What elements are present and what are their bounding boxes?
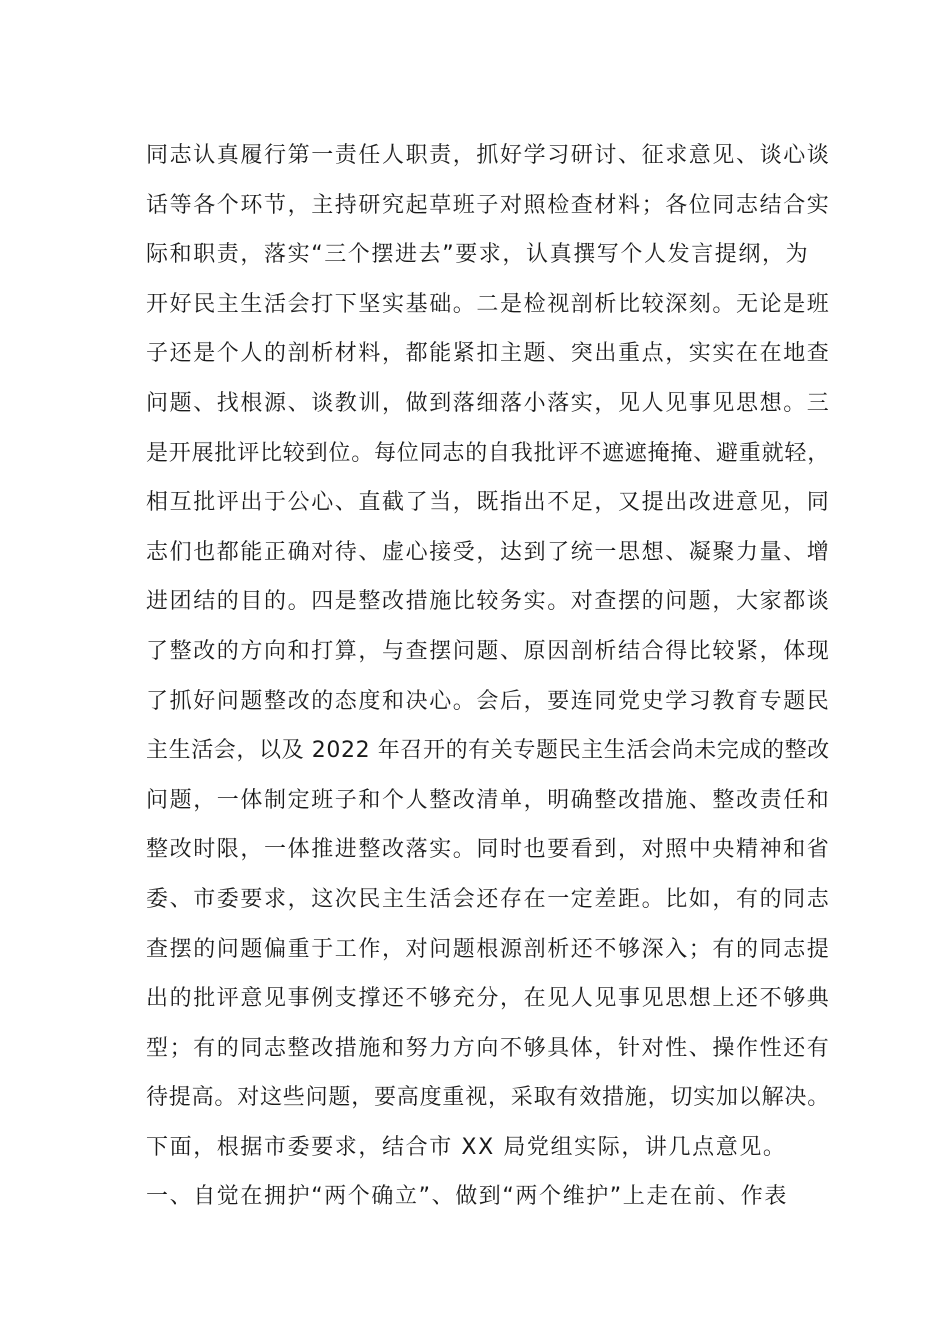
text-line-12: 了抓好问题整改的态度和决心。会后，要连同党史学习教育专题民 (146, 688, 831, 714)
text-line-9: 志们也都能正确对待、虚心接受，达到了统一思想、凝聚力量、增 (146, 539, 831, 565)
text-line-7: 是开展批评比较到位。每位同志的自我批评不遮遮掩掩、避重就轻， (146, 440, 831, 466)
text-line-5: 子还是个人的剖析材料，都能紧扣主题、突出重点，实实在在地查 (146, 341, 831, 367)
text-line-15: 整改时限，一体推进整改落实。同时也要看到，对照中央精神和省 (146, 837, 831, 863)
text-line-16: 委、市委要求，这次民主生活会还存在一定差距。比如，有的同志 (146, 886, 831, 912)
text-line-8: 相互批评出于公心、直截了当，既指出不足，又提出改进意见，同 (146, 490, 831, 516)
text-line-14: 问题，一体制定班子和个人整改清单，明确整改措施、整改责任和 (146, 787, 831, 813)
text-line-4: 开好民主生活会打下坚实基础。二是检视剖析比较深刻。无论是班 (146, 291, 831, 317)
text-line-17: 查摆的问题偏重于工作，对问题根源剖析还不够深入；有的同志提 (146, 936, 831, 962)
text-line-11: 了整改的方向和打算，与查摆问题、原因剖析结合得比较紧，体现 (146, 638, 831, 664)
text-line-1: 同志认真履行第一责任人职责，抓好学习研讨、征求意见、谈心谈 (146, 143, 831, 168)
text-line-19: 型；有的同志整改措施和努力方向不够具体，针对性、操作性还有 (146, 1035, 831, 1061)
text-line-20: 待提高。对这些问题，要高度重视，采取有效措施，切实加以解决。 (146, 1085, 831, 1111)
body-text (146, 131, 831, 1222)
text-line-21: 下面，根据市委要求，结合市 XX 局党组实际，讲几点意见。 (146, 1134, 787, 1160)
text-line-13: 主生活会，以及 2022 年召开的有关专题民主生活会尚未完成的整改 (146, 738, 830, 764)
text-line-3: 际和职责，落实“三个摆进去”要求，认真撰写个人发言提纲，为 (146, 242, 810, 268)
text-line-6: 问题、找根源、谈教训，做到落细落小落实，见人见事见思想。三 (146, 390, 831, 416)
text-line-10: 进团结的目的。四是整改措施比较务实。对查摆的问题，大家都谈 (146, 589, 831, 615)
text-line-18: 出的批评意见事例支撑还不够充分，在见人见事见思想上还不够典 (146, 986, 831, 1012)
text-line-2: 话等各个环节，主持研究起草班子对照检查材料；各位同志结合实 (146, 192, 831, 218)
section-heading: 一、自觉在拥护“两个确立”、做到“两个维护”上走在前、作表 (146, 1184, 788, 1210)
